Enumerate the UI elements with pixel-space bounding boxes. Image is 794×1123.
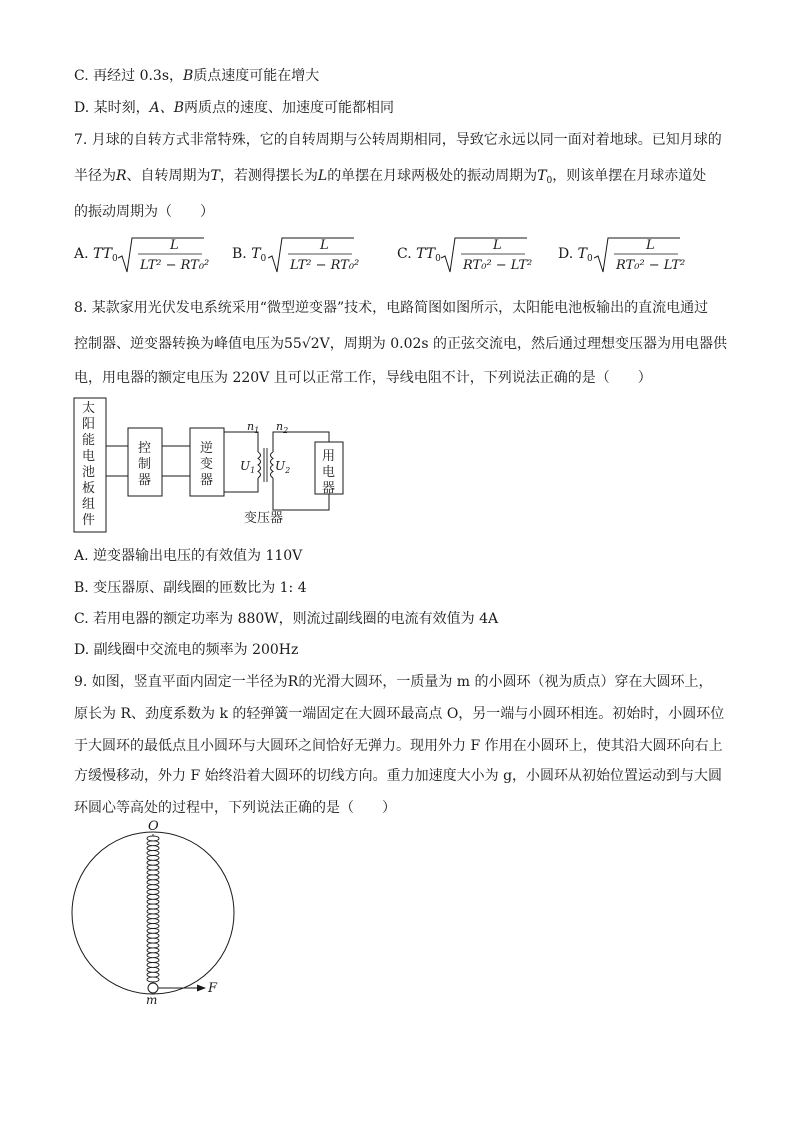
q9-line-5: 环圆心等高处的过程中，下列说法正确的是（ ） bbox=[74, 800, 396, 816]
q7-sub: 0 bbox=[546, 176, 553, 186]
q6c-point: B bbox=[183, 68, 194, 84]
option-label: B. bbox=[232, 246, 247, 262]
option-prefix: TT bbox=[93, 246, 112, 262]
q8-line-1: 8. 某款家用光伏发电系统采用“微型逆变器”技术，电路简图如图所示，太阳能电池板输出的直流电通过 bbox=[74, 300, 709, 316]
q7-text: 、自转周期为 bbox=[126, 168, 211, 184]
q7-text: ，若测得摆长为 bbox=[219, 168, 318, 184]
force-label: F bbox=[208, 981, 218, 996]
svg-text:用电器: 用电器 bbox=[322, 449, 336, 496]
solar-panel-label: 太阳能电池板组件 bbox=[82, 401, 96, 528]
option-prefix-sub: 0 bbox=[111, 254, 118, 264]
fraction-denominator: LT² − RT₀² bbox=[290, 258, 360, 273]
fraction-denominator: RT₀² − LT² bbox=[616, 258, 686, 273]
option-prefix: TT bbox=[416, 246, 436, 262]
q9-line-1: 9. 如图，竖直平面内固定一半径为R的光滑大圆环，一质量为 m 的小圆环（视为质点）穿在大圆环上， bbox=[74, 674, 713, 690]
q7-line-2 bbox=[74, 166, 706, 191]
q9-line-3: 于大圆环的最低点且小圆环与大圆环之间恰好无弹力。现用外力 F 作用在小圆环上，使其沿大圆环向右上 bbox=[74, 738, 723, 754]
option-prefix: T bbox=[577, 246, 587, 262]
q6d-text: D. 某时刻， bbox=[74, 100, 150, 116]
option-label: A. bbox=[74, 246, 89, 262]
option-prefix-sub: 0 bbox=[435, 254, 441, 264]
svg-text:逆变器: 逆变器 bbox=[200, 441, 214, 488]
mass-label: m bbox=[146, 993, 158, 1007]
q8-text: ，周期为 0.02s 的正弦交流电，然后通过理想变压器为用电器供 bbox=[329, 336, 728, 352]
q9-line-2: 原长为 R、劲度系数为 k 的轻弹簧一端固定在大圆环最高点 O，另一端与小圆环相连。初始时，小圆环位 bbox=[74, 706, 725, 722]
q8-line-2 bbox=[74, 334, 727, 354]
fraction-numerator: L bbox=[170, 238, 179, 253]
small-ring bbox=[148, 983, 158, 993]
option-label: D. bbox=[558, 246, 574, 262]
q7-line-1: 7. 月球的自转方式非常特殊，它的自转周期与公转周期相同，导致它永远以同一面对着地球。已知月球的 bbox=[74, 132, 722, 148]
large-ring bbox=[72, 832, 234, 994]
q7-option-d bbox=[558, 232, 708, 278]
q8-option-a: A. 逆变器输出电压的有效值为 110V bbox=[74, 548, 303, 564]
q6-option-d bbox=[74, 98, 394, 118]
fraction-numerator: L bbox=[493, 238, 502, 253]
q7-option-b bbox=[232, 232, 382, 278]
q7-text: 的单摆在月球两极处的振动周期为 bbox=[327, 168, 538, 184]
q7-var-t: T bbox=[210, 168, 220, 184]
u1-label: $U_1$ bbox=[240, 459, 256, 475]
fraction-numerator: L bbox=[320, 238, 329, 253]
q7-var-r: R bbox=[116, 168, 127, 184]
circuit-diagram bbox=[72, 396, 362, 536]
q6d-tail: 两质点的速度、加速度可能都相同 bbox=[184, 100, 395, 116]
option-prefix: T bbox=[251, 246, 261, 262]
q7-option-c bbox=[397, 232, 547, 278]
q7-option-a bbox=[74, 232, 224, 278]
c1: 太 bbox=[82, 401, 96, 416]
fraction-denominator: LT² − RT₀² bbox=[140, 258, 210, 273]
spring bbox=[147, 834, 159, 982]
ring-diagram bbox=[66, 818, 236, 1008]
q8-option-b: B. 变压器原、副线圈的匝数比为 1: 4 bbox=[74, 580, 307, 596]
transformer-label: 变压器 bbox=[244, 511, 284, 526]
svg-text:控制器: 控制器 bbox=[138, 441, 152, 488]
q6c-tail: 质点速度可能在增大 bbox=[193, 68, 320, 84]
n2-label: $n_2$ bbox=[276, 420, 289, 435]
q6d-points: A、B bbox=[149, 100, 185, 116]
n1-label: $n_1$ bbox=[247, 420, 260, 435]
q8-peak-voltage: 55√2V bbox=[284, 336, 330, 352]
u2-label: $U_2$ bbox=[275, 459, 291, 475]
fraction-denominator: RT₀² − LT² bbox=[463, 258, 533, 273]
q7-line-3: 的振动周期为（ ） bbox=[74, 204, 214, 220]
q8-option-d: D. 副线圈中交流电的频率为 200Hz bbox=[74, 642, 299, 658]
fraction-numerator: L bbox=[646, 238, 655, 253]
q9-line-4: 方缓慢移动，外力 F 始终沿着大圆环的切线方向。重力加速度大小为 g，小圆环从初始位置运动到与大圆 bbox=[74, 768, 723, 784]
q7-var-t0: T bbox=[537, 168, 547, 184]
q8-line-3: 电，用电器的额定电压为 220V 且可以正常工作，导线电阻不计，下列说法正确的是（ ） bbox=[74, 370, 652, 386]
top-point-label: O bbox=[148, 819, 159, 834]
option-label: C. bbox=[397, 246, 412, 262]
option-prefix-sub: 0 bbox=[260, 254, 267, 264]
q6-option-c bbox=[74, 66, 319, 86]
q7-var-l: L bbox=[317, 168, 328, 184]
q8-text: 控制器、逆变器转换为峰值电压为 bbox=[74, 336, 284, 352]
force-arrowhead bbox=[197, 985, 206, 992]
q8-option-c: C. 若用电器的额定功率为 880W，则流过副线圈的电流有效值为 4A bbox=[74, 611, 499, 627]
option-prefix-sub: 0 bbox=[586, 254, 593, 264]
q7-text: 半径为 bbox=[74, 168, 116, 184]
q6c-text: C. 再经过 0.3s， bbox=[74, 68, 184, 84]
q7-text: ，则该单摆在月球赤道处 bbox=[552, 168, 707, 184]
